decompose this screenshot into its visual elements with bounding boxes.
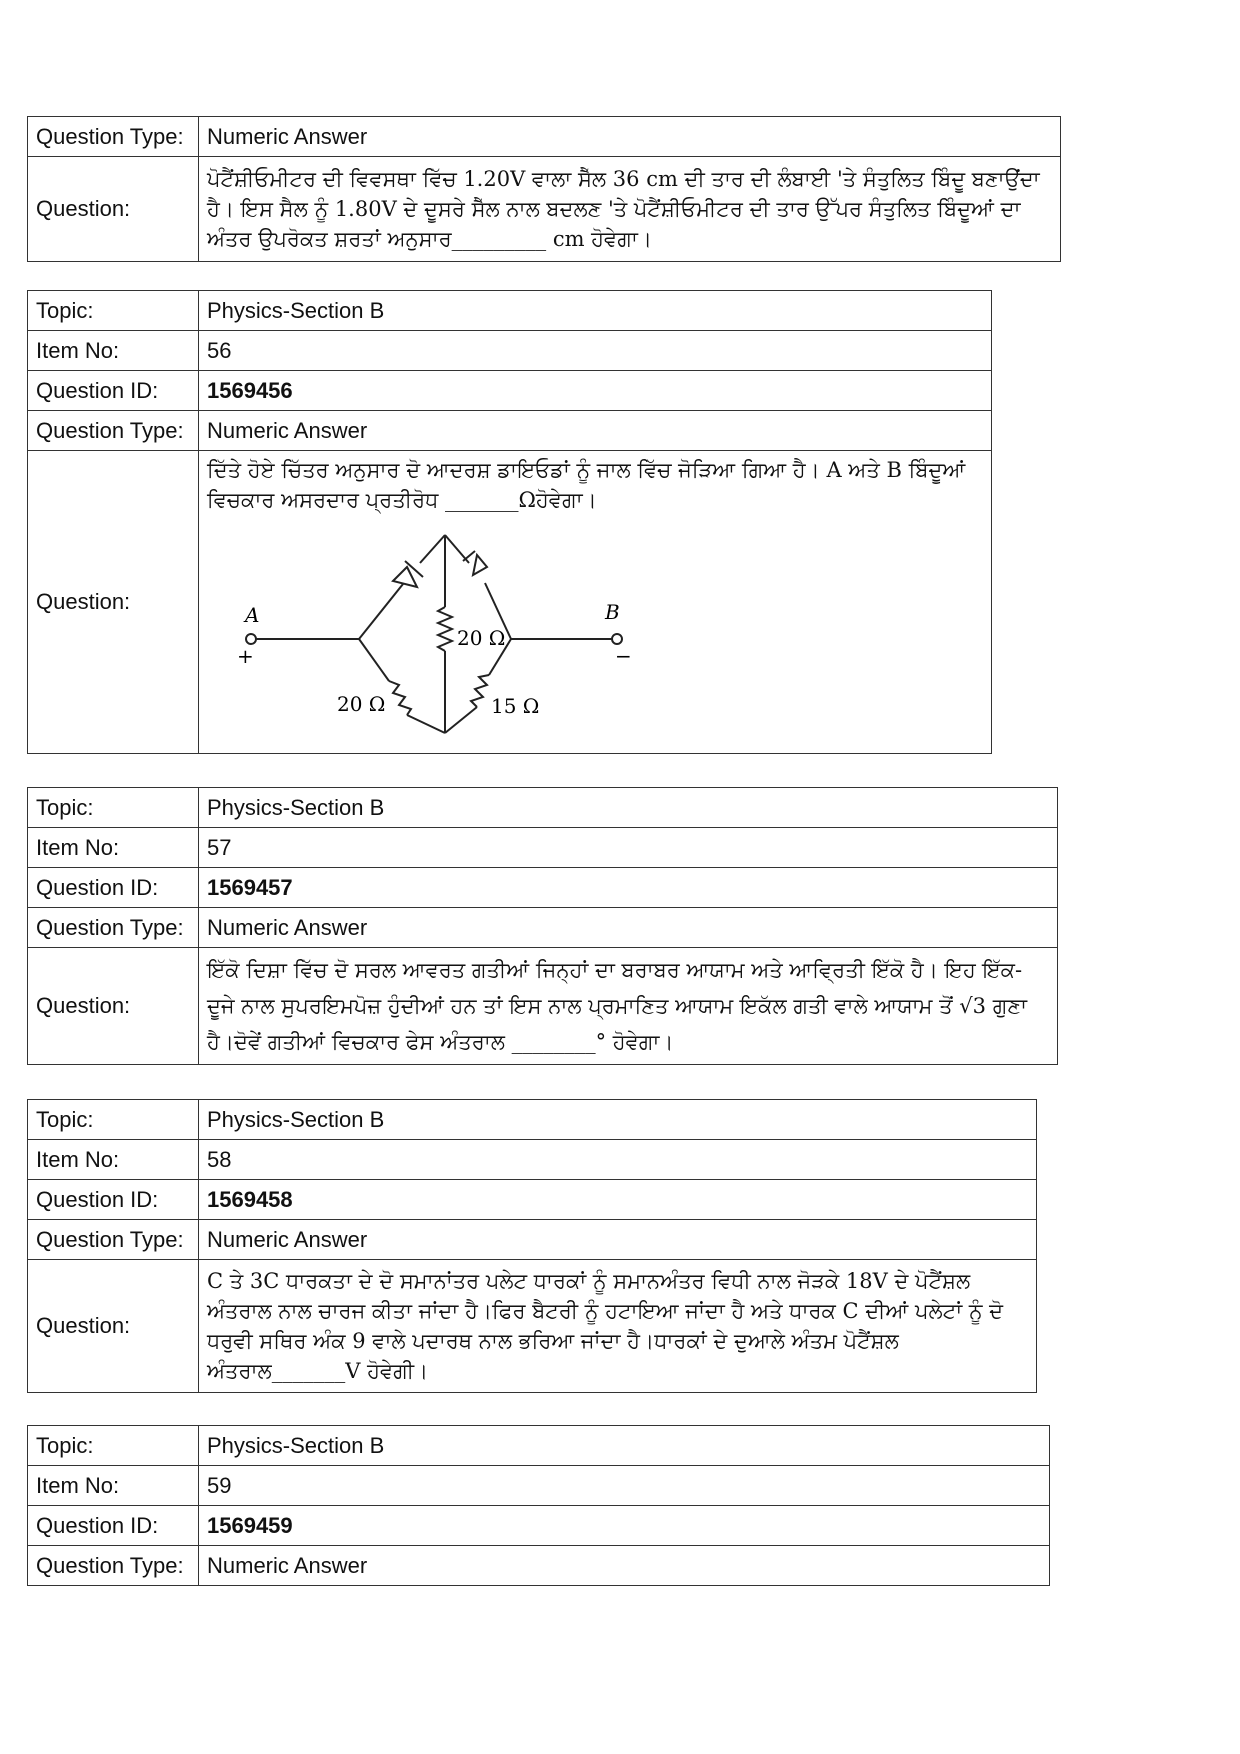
topic-value: Physics-Section B	[199, 1426, 1050, 1466]
resistor-lower-right-label: 15 Ω	[491, 694, 540, 718]
question-row	[28, 157, 1061, 262]
terminal-a	[246, 634, 256, 644]
item-no-row	[28, 331, 992, 371]
topic-value: Physics-Section B	[199, 788, 1058, 828]
item-no-value: 57	[199, 828, 1058, 868]
resistor-lower-right	[471, 675, 489, 707]
question-label: Question:	[28, 157, 199, 262]
question-type-value: Numeric Answer	[199, 117, 1061, 157]
node-b-label: B	[605, 600, 620, 624]
question-id-label: Question ID:	[28, 1506, 199, 1546]
question-type-row	[28, 117, 1061, 157]
item-no-row	[28, 1140, 1037, 1180]
item-no-value: 58	[199, 1140, 1037, 1180]
resistor-middle-label: 20 Ω	[457, 626, 506, 650]
question-block-56	[27, 290, 992, 754]
question-type-value: Numeric Answer	[199, 411, 992, 451]
topic-row	[28, 291, 992, 331]
item-no-label: Item No:	[28, 1466, 199, 1506]
question-block-59	[27, 1425, 1050, 1586]
wire-lower-right	[445, 707, 477, 733]
topic-value: Physics-Section B	[199, 291, 992, 331]
diode-left-icon	[393, 561, 423, 587]
question-text: ਦਿੱਤੇ ਹੋਏ ਚਿੱਤਰ ਅਨੁਸਾਰ ਦੋ ਆਦਰਸ਼ ਡਾਇਓਡਾਂ ਨੂੰ ਜਾਲ ਵਿੱਚ ਜੋੜਿਆ ਗਿਆ ਹੈ। A ਅਤੇ B ਬਿੰਦੂਆਂ ਵਿਚਕਾਰ ਅਸਰਦਾਰ ਪ੍ਰਤੀਰੋਧ _______Ωਹੋਵੇਗਾ।	[207, 458, 966, 512]
question-id-label: Question ID:	[28, 868, 199, 908]
question-type-value: Numeric Answer	[199, 908, 1058, 948]
wire-lower-left	[359, 639, 389, 681]
question-id-value: 1569457	[199, 868, 1058, 908]
question-label: Question:	[28, 1260, 199, 1393]
question-row	[28, 451, 992, 754]
question-id-value: 1569459	[199, 1506, 1050, 1546]
resistor-middle	[438, 607, 452, 651]
branch-upper-left	[420, 535, 445, 563]
question-type-row	[28, 411, 992, 451]
topic-row	[28, 1426, 1050, 1466]
question-type-row	[28, 908, 1058, 948]
item-no-value: 56	[199, 331, 992, 371]
question-id-row	[28, 868, 1058, 908]
topic-label: Topic:	[28, 788, 199, 828]
question-id-label: Question ID:	[28, 371, 199, 411]
topic-label: Topic:	[28, 1426, 199, 1466]
wire-lower-left	[407, 715, 445, 733]
question-type-label: Question Type:	[28, 1220, 199, 1260]
question-type-row	[28, 1220, 1037, 1260]
question-text: ਪੋਟੈਂਸ਼ੀਓਮੀਟਰ ਦੀ ਵਿਵਸਥਾ ਵਿੱਚ 1.20V ਵਾਲਾ ਸੈੱਲ 36 cm ਦੀ ਤਾਰ ਦੀ ਲੰਬਾਈ 'ਤੇ ਸੰਤੁਲਿਤ ਬਿੰਦੂ ਬਣਾਉਂਦਾ ਹੈ। ਇਸ ਸੈਲ ਨੂੰ 1.80V ਦੇ ਦੂਸਰੇ ਸੈੱਲ ਨਾਲ ਬਦਲਣ 'ਤੇ ਪੋਟੈਂਸ਼ੀਓਮੀਟਰ ਦੀ ਤਾਰ ਉੱਪਰ ਸੰਤੁਲਿਤ ਬਿੰਦੂਆਂ ਦਾ ਅੰਤਰ ਉਪਰੋਕਤ ਸ਼ਰਤਾਂ ਅਨੁਸਾਰ_________ cm ਹੋਵੇਗਾ।	[199, 157, 1061, 262]
question-id-value: 1569458	[199, 1180, 1037, 1220]
terminal-b	[612, 634, 622, 644]
topic-label: Topic:	[28, 291, 199, 331]
question-type-row	[28, 1546, 1050, 1586]
question-block-57	[27, 787, 1058, 1065]
question-type-label: Question Type:	[28, 411, 199, 451]
resistor-lower-left-label: 20 Ω	[337, 692, 386, 716]
question-type-value: Numeric Answer	[199, 1220, 1037, 1260]
topic-label: Topic:	[28, 1100, 199, 1140]
diode-right-icon	[463, 551, 487, 575]
question-id-value: 1569456	[199, 371, 992, 411]
question-row	[28, 1260, 1037, 1393]
question-cell	[199, 451, 992, 754]
node-a-label: A	[245, 603, 260, 627]
question-type-label: Question Type:	[28, 908, 199, 948]
item-no-row	[28, 828, 1058, 868]
item-no-label: Item No:	[28, 1140, 199, 1180]
question-type-value: Numeric Answer	[199, 1546, 1050, 1586]
question-type-label: Question Type:	[28, 117, 199, 157]
question-label: Question:	[28, 948, 199, 1065]
topic-row	[28, 788, 1058, 828]
question-type-label: Question Type:	[28, 1546, 199, 1586]
question-block-top	[27, 116, 1061, 262]
question-id-row	[28, 1506, 1050, 1546]
diode-circuit-diagram	[207, 521, 647, 747]
question-block-58	[27, 1099, 1037, 1393]
minus-label: −	[615, 644, 632, 668]
topic-row	[28, 1100, 1037, 1140]
item-no-value: 59	[199, 1466, 1050, 1506]
question-id-row	[28, 371, 992, 411]
question-text: ਇੱਕੋ ਦਿਸ਼ਾ ਵਿੱਚ ਦੋ ਸਰਲ ਆਵਰਤ ਗਤੀਆਂ ਜਿਨ੍ਹਾਂ ਦਾ ਬਰਾਬਰ ਆਯਾਮ ਅਤੇ ਆਵ੍ਰਿਤੀ ਇੱਕੋ ਹੈ। ਇਹ ਇੱਕ-ਦੂਜੇ ਨਾਲ ਸੁਪਰਇਮਪੋਜ਼ ਹੁੰਦੀਆਂ ਹਨ ਤਾਂ ਇਸ ਨਾਲ ਪ੍ਰਮਾਣਿਤ ਆਯਾਮ ਇਕੱਲ ਗਤੀ ਵਾਲੇ ਆਯਾਮ ਤੋਂ √3 ਗੁਣਾ ਹੈ।ਦੋਵੇਂ ਗਤੀਆਂ ਵਿਚਕਾਰ ਫੇਸ ਅੰਤਰਾਲ ________° ਹੋਵੇਗਾ।	[199, 948, 1058, 1065]
question-text: C ਤੇ 3C ਧਾਰਕਤਾ ਦੇ ਦੋ ਸਮਾਨਾਂਤਰ ਪਲੇਟ ਧਾਰਕਾਂ ਨੂੰ ਸਮਾਨਅੰਤਰ ਵਿਧੀ ਨਾਲ ਜੋੜਕੇ 18V ਦੇ ਪੋਟੈਂਸ਼ਲ ਅੰਤਰਾਲ ਨਾਲ ਚਾਰਜ ਕੀਤਾ ਜਾਂਦਾ ਹੈ।ਫਿਰ ਬੈਟਰੀ ਨੂੰ ਹਟਾਇਆ ਜਾਂਦਾ ਹੈ ਅਤੇ ਧਾਰਕ C ਦੀਆਂ ਪਲੇਟਾਂ ਨੂੰ ਦੋ ਧਰੁਵੀ ਸਥਿਰ ਅੰਕ 9 ਵਾਲੇ ਪਦਾਰਥ ਨਾਲ ਭਰਿਆ ਜਾਂਦਾ ਹੈ।ਧਾਰਕਾਂ ਦੇ ਦੁਆਲੇ ਅੰਤਮ ਪੋਟੈਂਸ਼ਲ ਅੰਤਰਾਲ_______V ਹੋਵੇਗੀ।	[199, 1260, 1037, 1393]
topic-value: Physics-Section B	[199, 1100, 1037, 1140]
branch-upper-left	[359, 584, 403, 639]
question-id-label: Question ID:	[28, 1180, 199, 1220]
resistor-lower-left	[389, 681, 411, 715]
question-label: Question:	[28, 451, 199, 754]
item-no-label: Item No:	[28, 331, 199, 371]
plus-label: +	[237, 644, 254, 668]
item-no-row	[28, 1466, 1050, 1506]
item-no-label: Item No:	[28, 828, 199, 868]
question-row	[28, 948, 1058, 1065]
question-id-row	[28, 1180, 1037, 1220]
